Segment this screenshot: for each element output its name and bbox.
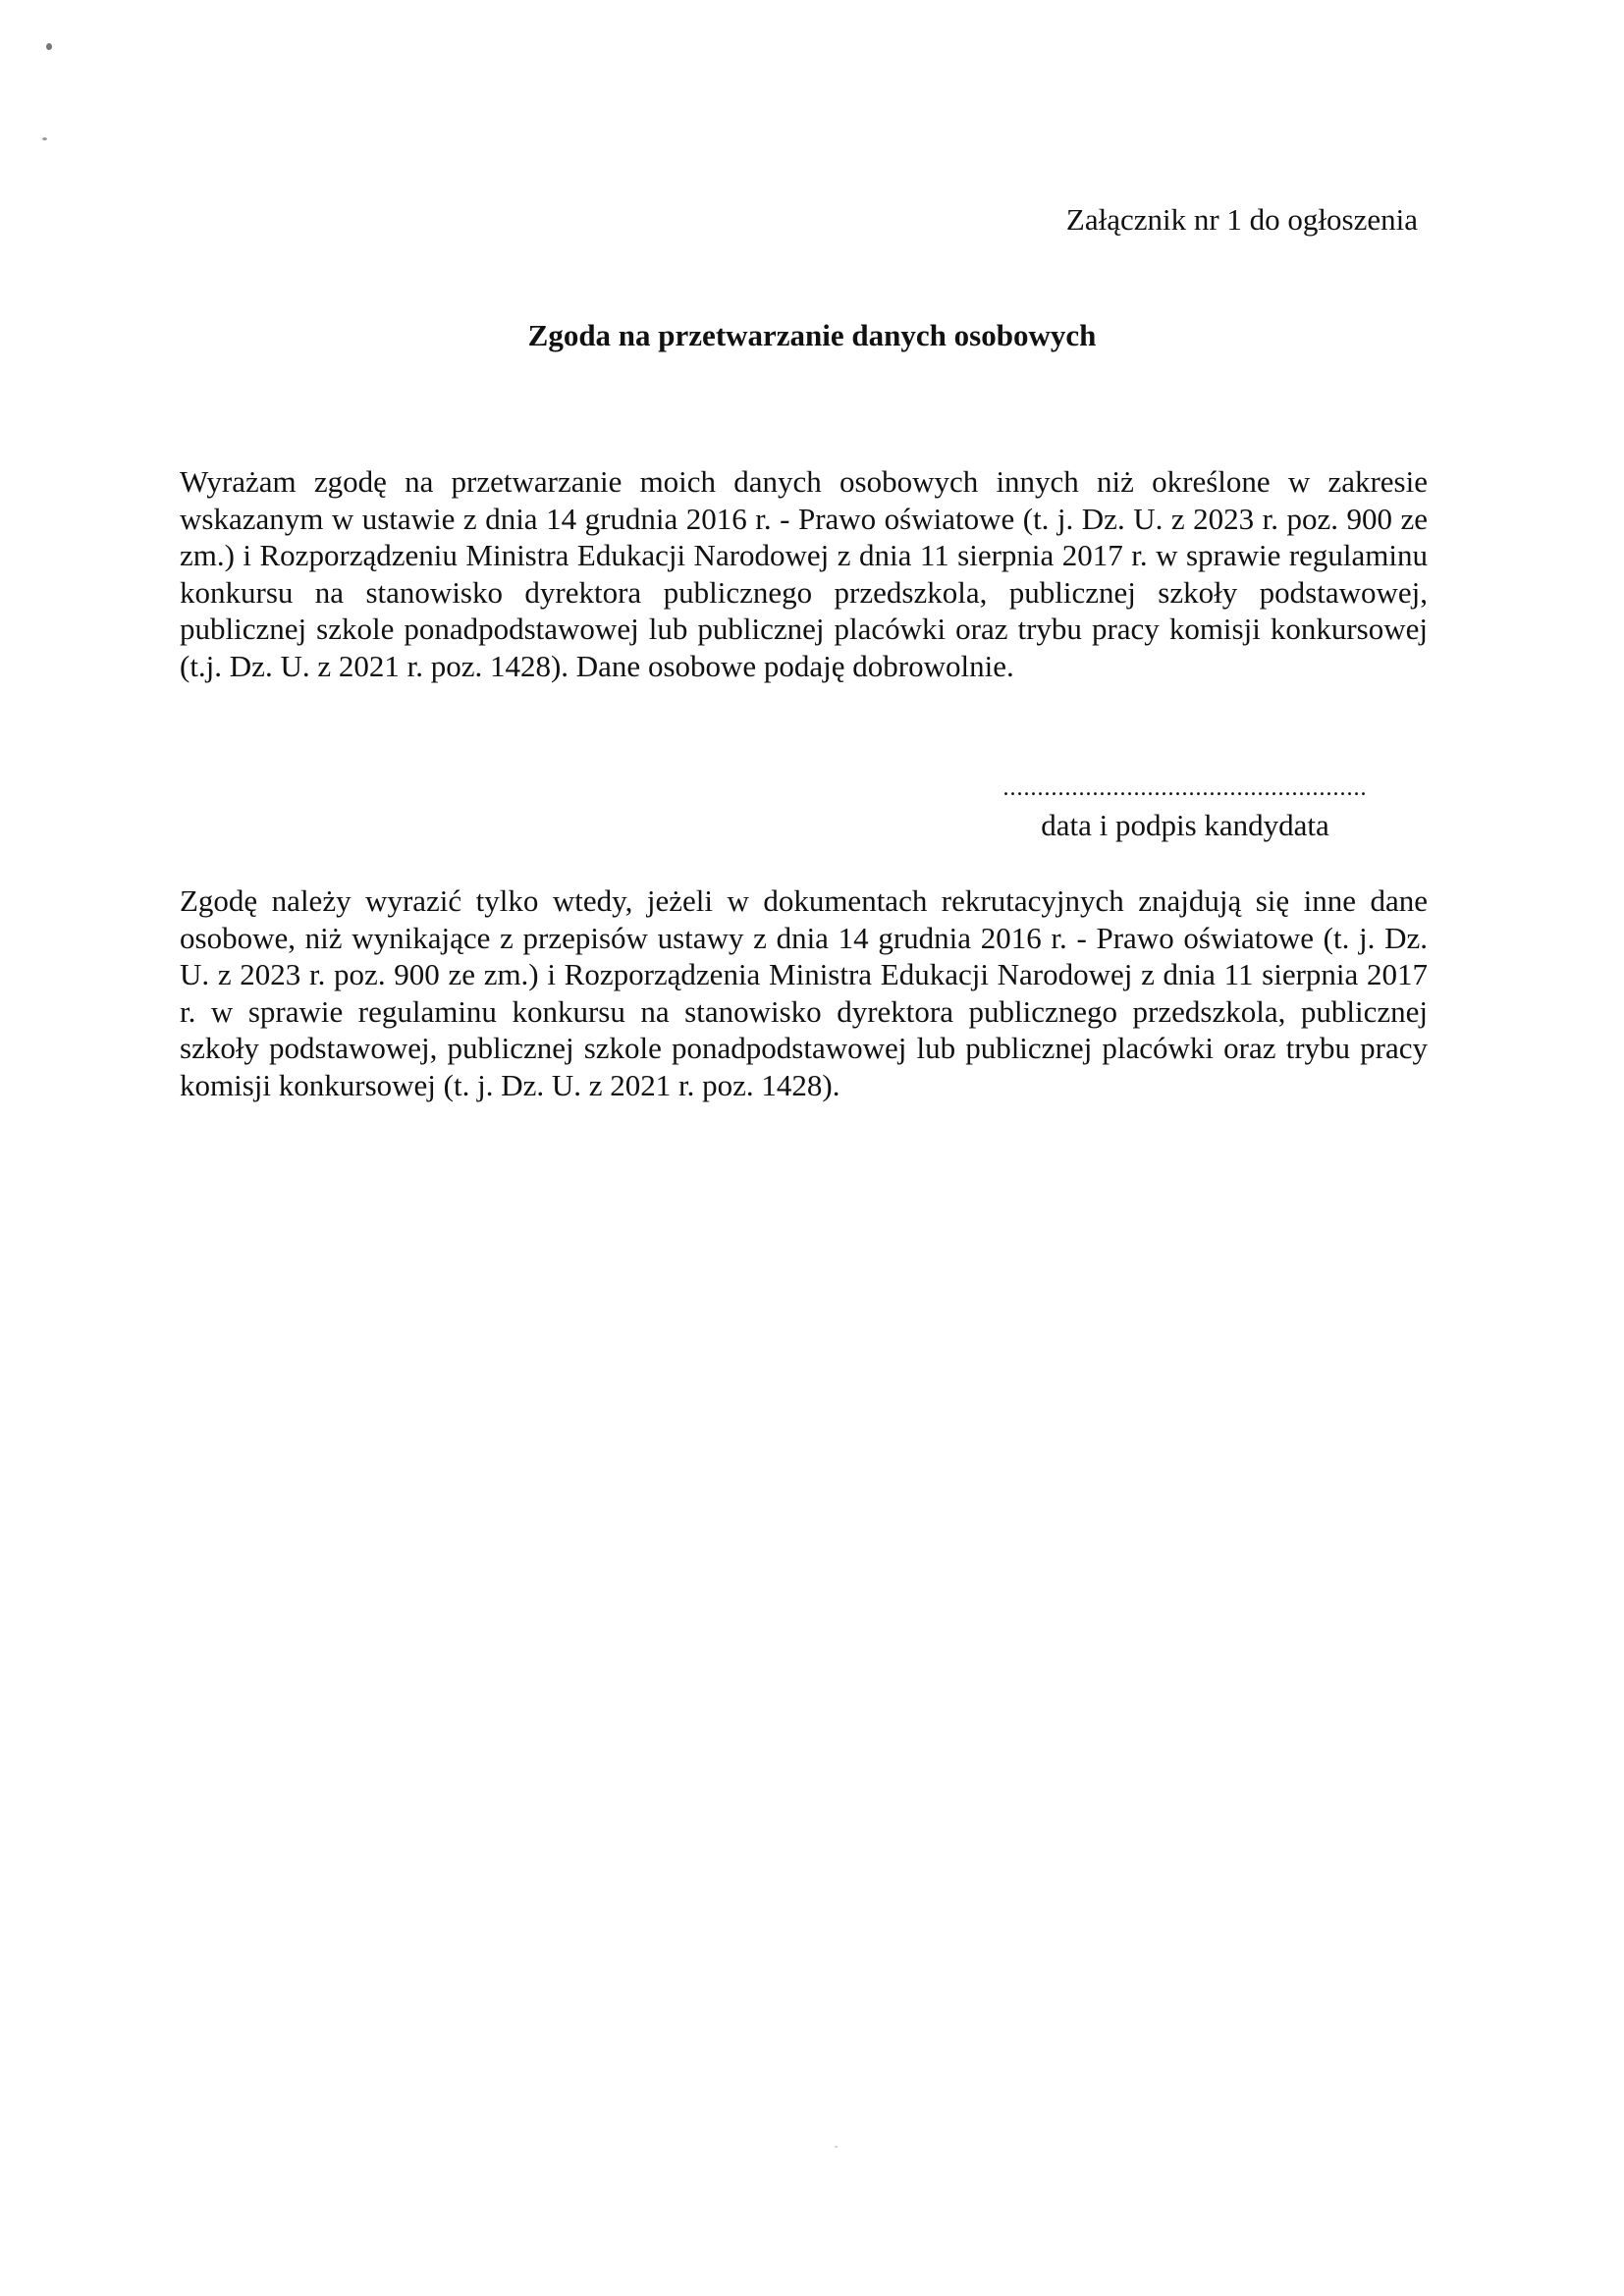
scan-artifact-dot <box>46 43 52 50</box>
signature-caption: data i podpis kandydata <box>1041 808 1329 842</box>
consent-paragraph: Wyrażam zgodę na przetwarzanie moich danych osobowych innych niż określone w zakresie wskazanym w ustawie z dnia 14 grudnia 2016 r. - Prawo oświatowe (t. j. Dz. U. z 2023 r. poz. 900 ze zm.) i Rozporządzeniu Ministra Edukacji Narodowej z dnia 11 sierpnia 2017 r. w sprawie regulaminu konkursu na stanowisko dyrektora publicznego przedszkola, publicznej szkoły podstawowej, publicznej szkole ponadpodstawowej lub publicznej placówki oraz trybu pracy komisji konkursowej (t.j. Dz. U. z 2021 r. poz. 1428). Dane osobowe podaję dobrowolnie. <box>180 464 1428 683</box>
scan-artifact-dot <box>42 137 47 140</box>
document-title: Zgoda na przetwarzanie danych osobowych <box>527 318 1097 352</box>
attachment-label: Załącznik nr 1 do ogłoszenia <box>1065 202 1418 237</box>
signature-line: ..................................................... <box>1002 776 1368 800</box>
consent-note-paragraph: Zgodę należy wyrazić tylko wtedy, jeżeli w dokumentach rekrutacyjnych znajdują się inne dane osobowe, niż wynikające z przepisów ustawy z dnia 14 grudnia 2016 r. - Prawo oświatowe (t. j. Dz. U. z 2023 r. poz. 900 ze zm.) i Rozporządzenia Ministra Edukacji Narodowej z dnia 11 sierpnia 2017 r. w sprawie regulaminu konkursu na stanowisko dyrektora publicznego przedszkola, publicznej szkoły podstawowej, publicznej szkole ponadpodstawowej lub publicznej placówki oraz trybu pracy komisji konkursowej (t. j. Dz. U. z 2021 r. poz. 1428). <box>180 883 1428 1102</box>
signature-block <box>954 776 1416 845</box>
scan-artifact-dot <box>835 2146 838 2148</box>
